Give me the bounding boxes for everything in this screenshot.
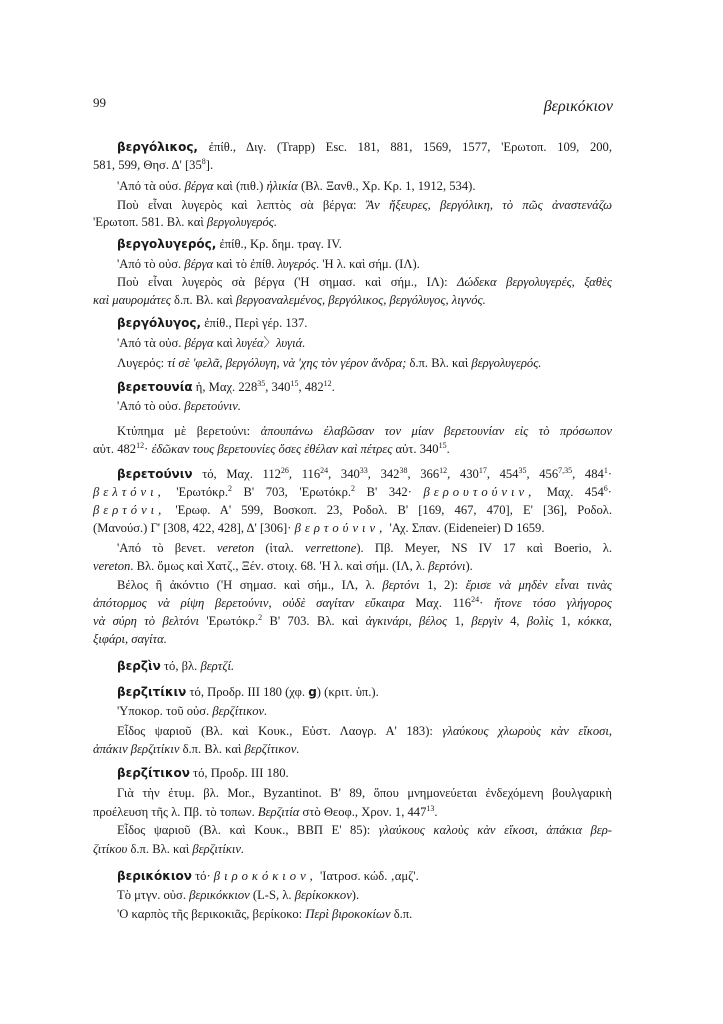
text-run: ). Πβ. Meyer, NS IV 17 καὶ Boerio, λ. bbox=[356, 541, 612, 555]
text-line bbox=[117, 577, 612, 593]
italic-run: verrettone bbox=[305, 541, 357, 555]
text-line bbox=[117, 197, 612, 213]
text-line bbox=[93, 292, 612, 308]
superscript: 2 bbox=[258, 612, 263, 622]
italic-run: βέργα bbox=[184, 179, 214, 193]
text-run: Μαχ. 116 bbox=[404, 596, 472, 610]
text-run: · bbox=[607, 485, 612, 499]
italic-run: νὰ σύρη τὸ βελτόνι bbox=[93, 614, 200, 628]
italic-run: ἀπάκιν βερζιτίκιν bbox=[93, 742, 180, 756]
text-run: αὐτ. 482 bbox=[93, 442, 137, 456]
text-run: Β' 703, 'Ερωτόκρ. bbox=[231, 485, 352, 499]
text-run: (Μανούσ.) Γ' [308, 422, 428], Δ' [306]· bbox=[93, 521, 295, 535]
text-run: δ.π. Βλ. καὶ bbox=[406, 356, 472, 370]
text-run: ). bbox=[465, 559, 473, 573]
text-run: , 342 bbox=[367, 467, 400, 481]
italic-run: βερτόνι bbox=[382, 578, 420, 592]
headword: βερετούνιν bbox=[117, 467, 193, 481]
headword: βερικόκιον bbox=[117, 869, 192, 883]
text-run: 'Αχ. Σπαν. (Eideneier) D 1659. bbox=[386, 521, 545, 535]
text-run: ἡ, Μαχ. 228 bbox=[192, 380, 258, 394]
text-run: 'Από τὸ βενετ. bbox=[117, 541, 217, 555]
headword: g bbox=[308, 685, 317, 699]
italic-run: βολὶς bbox=[526, 614, 554, 628]
text-line bbox=[93, 631, 612, 647]
text-run: (ἰταλ. bbox=[254, 541, 306, 555]
text-line bbox=[117, 703, 612, 719]
text-run: , 454 bbox=[486, 467, 519, 481]
text-line bbox=[93, 484, 612, 500]
text-line bbox=[117, 398, 612, 414]
italic-run: κόκκα, bbox=[577, 614, 612, 628]
text-run: 〉 bbox=[263, 336, 277, 350]
italic-run: vereton bbox=[93, 559, 131, 573]
text-run: δ.π. Βλ. καὶ bbox=[170, 293, 236, 307]
text-run: , 340 bbox=[328, 467, 360, 481]
text-run: 1, bbox=[553, 614, 578, 628]
text-run: (Βλ. Ξανθ., Χρ. Κρ. 1, 1912, 534). bbox=[297, 179, 476, 193]
text-run: ]. bbox=[205, 158, 214, 172]
text-line bbox=[117, 178, 612, 194]
headword: βερζίτικον bbox=[117, 766, 190, 780]
entry-line bbox=[117, 765, 612, 781]
italic-run: βερζίτικον. bbox=[244, 742, 300, 756]
text-run: τό, Προδρ. III 180 (χφ. bbox=[186, 685, 309, 699]
italic-run: βεργὶν bbox=[471, 614, 503, 628]
text-run: 'Ερωφ. Α' 599, Βοσκοπ. 23, Ροδολ. Β' [169, 467, 470], Ε' [36], Ροδολ. bbox=[165, 503, 612, 517]
italic-run: λυγιά. bbox=[276, 336, 306, 350]
italic-run: Βερζιτία bbox=[257, 805, 300, 819]
text-run: 'Ερωτόκρ. bbox=[164, 485, 228, 499]
italic-run: ξιφάρι, σαγίτα. bbox=[93, 632, 167, 646]
italic-run: βεργοαναλεμένος, βεργόλικος, βεργόλυγος, λιγνός. bbox=[235, 293, 486, 307]
headword: βεργόλυγος, bbox=[117, 316, 202, 330]
running-head: βερικόκιον bbox=[543, 98, 613, 115]
italic-run: βερζίτικον. bbox=[212, 704, 268, 718]
text-line bbox=[93, 520, 612, 536]
superscript: 35 bbox=[518, 465, 527, 475]
text-line bbox=[117, 887, 612, 903]
italic-run: ἀπότορμος νὰ ρίψη βερετούνιν, οὐδὲ σαγίταν εὔκαιρα bbox=[93, 596, 405, 610]
italic-run: ἡλικία bbox=[266, 179, 298, 193]
text-run: καὶ (πιθ.) bbox=[213, 179, 267, 193]
text-run: , 456 bbox=[526, 467, 559, 481]
text-line bbox=[117, 274, 612, 290]
text-run: . bbox=[331, 380, 335, 394]
superscript: 12 bbox=[136, 440, 145, 450]
text-run: 'Από τὸ οὐσ. bbox=[117, 399, 185, 413]
text-line bbox=[117, 423, 612, 439]
italic-run: βέργα bbox=[184, 257, 214, 271]
text-run: , 484 bbox=[572, 467, 604, 481]
superscript: 24 bbox=[471, 594, 480, 604]
text-run: τό, Μαχ. 112 bbox=[192, 467, 281, 481]
italic-run: ἔρισε νὰ μηδὲν εἶναι τινὰς bbox=[465, 578, 613, 592]
superscript: 38 bbox=[399, 465, 408, 475]
superscript: 26 bbox=[280, 465, 289, 475]
superscript: 13 bbox=[426, 803, 435, 813]
text-line bbox=[117, 256, 612, 272]
superscript: 2 bbox=[227, 483, 232, 493]
text-line bbox=[93, 741, 612, 757]
text-run: Ποὺ εἶναι λυγερὸς καὶ λεπτὸς σὰ βέργα: bbox=[117, 198, 366, 212]
superscript: 8 bbox=[201, 156, 206, 166]
text-run: 'Ερωτοπ. 581. Βλ. καὶ bbox=[93, 215, 207, 229]
text-line bbox=[93, 558, 612, 574]
superscript: 35 bbox=[257, 378, 266, 388]
text-run: · bbox=[607, 467, 613, 481]
text-run: , 430 bbox=[447, 467, 479, 481]
italic-run: βερικόκκιον bbox=[189, 888, 250, 902]
text-run: · bbox=[479, 596, 495, 610]
italic-run: βερζιτίκιν. bbox=[192, 842, 245, 856]
text-run: ). bbox=[351, 888, 360, 902]
text-run: ἐπίθ., Περὶ γέρ. 137. bbox=[201, 316, 308, 330]
italic-run: βεργολυγερός. bbox=[471, 356, 542, 370]
superscript: 12 bbox=[323, 378, 332, 388]
italic-run: βερτόνι bbox=[428, 559, 466, 573]
entry-line bbox=[117, 868, 612, 884]
text-run: · bbox=[144, 442, 152, 456]
text-line bbox=[93, 595, 612, 611]
superscript: 15 bbox=[290, 378, 299, 388]
text-line bbox=[93, 441, 612, 457]
italic-run: βερουτούνιν, bbox=[423, 485, 536, 499]
text-line bbox=[117, 785, 612, 801]
text-run: 'Από τὰ οὐσ. bbox=[117, 336, 185, 350]
text-line bbox=[117, 723, 612, 739]
text-run: ἐπίθ., Διγ. (Trapp) Esc. 181, 881, 1569, 1577, 'Ερωτοπ. 109, 200, bbox=[198, 140, 612, 154]
text-run: τό, Προδρ. III 180. bbox=[189, 766, 289, 780]
superscript: 33 bbox=[359, 465, 368, 475]
text-run: (L-S, λ. bbox=[249, 888, 295, 902]
text-line bbox=[117, 335, 612, 351]
text-run: Γιὰ τὴν ἐτυμ. βλ. Mor., Byzantinot. Β' 89, ὅπου μνημονεύεται ἐνδεχόμενη βουλγαρικὴ bbox=[117, 786, 612, 800]
italic-run: βερτζί. bbox=[200, 659, 235, 673]
text-line bbox=[93, 613, 612, 629]
italic-run: βερίκοκκον bbox=[294, 888, 352, 902]
text-run: προέλευση τῆς λ. Πβ. τὸ τοπων. bbox=[93, 805, 258, 819]
italic-run: Ἂν ἤξευρες, βεργόλικη, τὸ πῶς ἀναστενάζω bbox=[365, 198, 612, 212]
text-run: Κτύπημα μὲ βερετούνι: bbox=[117, 424, 261, 438]
entry-line bbox=[117, 139, 612, 155]
headword: βερετουνία bbox=[117, 380, 193, 394]
italic-run: βερτούνιν, bbox=[294, 521, 387, 535]
italic-run: vereton bbox=[216, 541, 255, 555]
superscript: 12 bbox=[439, 465, 448, 475]
italic-run: ἐδῶκαν τους βερετουνίες ὅσες ἐθέλαν καὶ πέτρες bbox=[151, 442, 393, 456]
italic-run: ἀγκινάρι, βέλος bbox=[365, 614, 448, 628]
text-run: καὶ τὸ ἐπίθ. bbox=[213, 257, 278, 271]
text-run: τό· bbox=[191, 869, 214, 883]
text-run: Λυγερός: bbox=[117, 356, 168, 370]
text-line bbox=[93, 502, 612, 518]
italic-run: καὶ μαυρομάτες bbox=[93, 293, 171, 307]
italic-run: λυγέα bbox=[235, 336, 264, 350]
superscript: 6 bbox=[603, 483, 608, 493]
italic-run: βεργολυγερός. bbox=[206, 215, 278, 229]
italic-run: Περὶ βιροκοκίων bbox=[305, 907, 391, 921]
entry-line bbox=[117, 379, 612, 395]
text-run: 1, bbox=[447, 614, 472, 628]
superscript: 24 bbox=[320, 465, 329, 475]
italic-run: βέργα bbox=[184, 336, 214, 350]
text-run: Β' 342· bbox=[355, 485, 424, 499]
text-run: 4, bbox=[502, 614, 527, 628]
superscript: 15 bbox=[438, 440, 447, 450]
text-run: ) (κριτ. ὑπ.). bbox=[316, 685, 379, 699]
entry-line bbox=[117, 684, 612, 700]
text-run: , 340 bbox=[265, 380, 291, 394]
text-run: 'Ερωτόκρ. bbox=[199, 614, 259, 628]
italic-run: γλαύκους χλωροὺς κὰν εἴκοσι, bbox=[442, 724, 612, 738]
text-line bbox=[93, 841, 612, 857]
text-line bbox=[117, 540, 612, 556]
text-run: . 'Η λ. καὶ σήμ. (ΙΛ). bbox=[315, 257, 420, 271]
text-run: Βέλος ἢ ἀκόντιο ('Η σημασ. καὶ σήμ., ΙΛ, λ. bbox=[117, 578, 383, 592]
text-run: τό, βλ. bbox=[160, 659, 201, 673]
entry-line bbox=[117, 315, 612, 331]
text-run: Β' 703. Βλ. καὶ bbox=[262, 614, 366, 628]
entry-line bbox=[117, 466, 612, 482]
italic-run: γλαύκους καλοὺς κὰν εἴκοσι, ἀπάκια βερ- bbox=[378, 823, 612, 837]
text-run: , 116 bbox=[288, 467, 321, 481]
italic-run: βελτόνι, bbox=[93, 485, 165, 499]
text-run: στὸ Θεοφ., Χρον. 1, 447 bbox=[299, 805, 427, 819]
text-run: καὶ bbox=[213, 336, 236, 350]
italic-run: βερετούνιν. bbox=[184, 399, 241, 413]
text-run: Εἶδος ψαριοῦ (Βλ. καὶ Κουκ., Εὐστ. Λαογρ. Α' 183): bbox=[117, 724, 443, 738]
text-run: . Βλ. ὅμως καὶ Χατζ., Ξέν. στοιχ. 68. 'Η λ. καὶ σήμ. (ΙΛ, λ. bbox=[130, 559, 429, 573]
text-run: 'Από τὸ οὐσ. bbox=[117, 257, 185, 271]
text-line bbox=[117, 822, 612, 838]
italic-run: λυγερός bbox=[277, 257, 316, 271]
superscript: 2 bbox=[351, 483, 356, 493]
entry-line bbox=[117, 236, 612, 252]
entry-line bbox=[93, 157, 612, 173]
italic-run: βιροκόκιον, bbox=[213, 869, 317, 883]
text-run: Εἶδος ψαριοῦ (Βλ. καὶ Κουκ., ΒΒΠ Ε' 85): bbox=[117, 823, 379, 837]
headword: βερζὶν bbox=[117, 659, 161, 673]
headword: βεργόλικος, bbox=[117, 140, 198, 154]
text-line bbox=[93, 804, 612, 820]
italic-run: Δώδεκα βεργολυγερές, ξαθὲς bbox=[457, 275, 612, 289]
text-line bbox=[93, 214, 612, 230]
text-run: Ποὺ εἶναι λυγερὸς σὰ βέργα ('Η σημασ. καὶ σήμ., ΙΛ): bbox=[117, 275, 457, 289]
text-run: Μαχ. 454 bbox=[535, 485, 604, 499]
page-number: 99 bbox=[93, 95, 106, 110]
italic-run: τί σὲ 'φελᾶ, βεργόλυγη, νὰ 'χης τὸν γέρον ἄνδρα; bbox=[167, 356, 407, 370]
text-line bbox=[117, 355, 612, 371]
italic-run: ἤτονε τόσο γλήγορος bbox=[494, 596, 613, 610]
text-run: δ.π. bbox=[390, 907, 413, 921]
text-line bbox=[117, 906, 612, 922]
headword: βερζιτίκιν bbox=[117, 685, 187, 699]
text-run: 'Ιατροσ. κώδ. ‚αμζ'. bbox=[316, 869, 419, 883]
headword: βεργολυγερός, bbox=[117, 237, 217, 251]
text-run: , 482 bbox=[298, 380, 324, 394]
text-run: . bbox=[434, 805, 438, 819]
text-run: δ.π. Βλ. καὶ bbox=[127, 842, 193, 856]
text-run: ἐπίθ., Κρ. δημ. τραγ. IV. bbox=[216, 237, 342, 251]
superscript: 17 bbox=[478, 465, 487, 475]
text-run: , 366 bbox=[407, 467, 440, 481]
text-run: 'Από τὰ οὐσ. bbox=[117, 179, 185, 193]
text-run: 'Ο καρπὸς τῆς βερικοκιᾶς, βερίκοκο: bbox=[117, 907, 306, 921]
text-run: 'Υποκορ. τοῦ οὐσ. bbox=[117, 704, 213, 718]
entry-line bbox=[117, 658, 612, 674]
superscript: 1 bbox=[603, 465, 608, 475]
italic-run: ἀπουπάνω ἐλαβῶσαν τον μίαν βερετουνίαν εἰς τὸ πρόσωπον bbox=[260, 424, 612, 438]
text-run: αὐτ. 340 bbox=[392, 442, 439, 456]
text-run: . bbox=[446, 442, 450, 456]
text-run: δ.π. Βλ. καὶ bbox=[179, 742, 245, 756]
text-run: 581, 599, Θησ. Δ' [35 bbox=[93, 158, 202, 172]
superscript: 7,35 bbox=[558, 465, 573, 475]
italic-run: ζιτίκου bbox=[93, 842, 128, 856]
text-run: Τὸ μτγν. οὐσ. bbox=[117, 888, 190, 902]
text-run: 1, 2): bbox=[419, 578, 466, 592]
italic-run: βερτόνι, bbox=[93, 503, 166, 517]
